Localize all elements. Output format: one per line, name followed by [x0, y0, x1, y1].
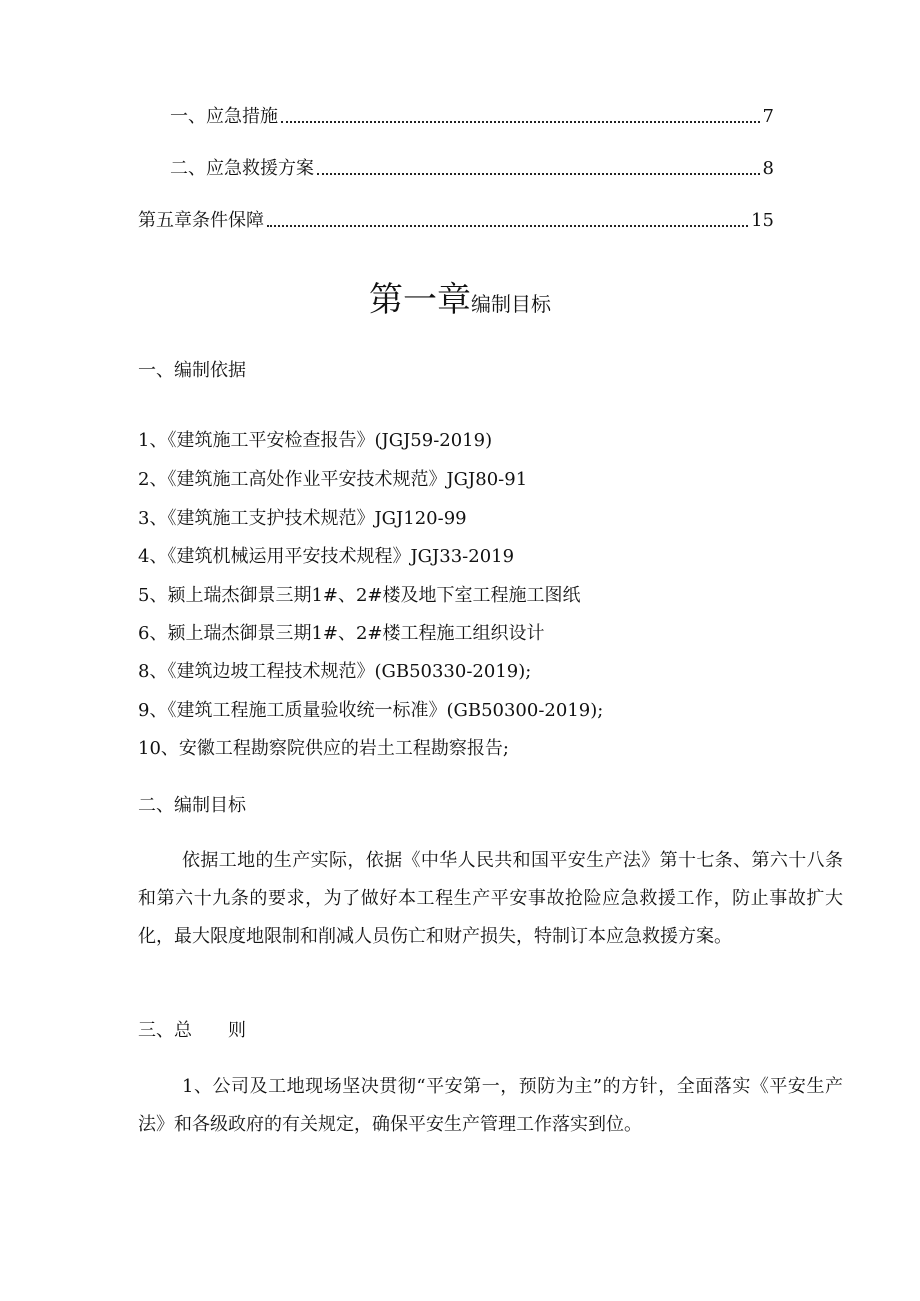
- section-heading: 一、编制依据: [138, 360, 246, 381]
- reference-item: 1、《建筑施工平安检查报告》(JGJ59-2019): [138, 430, 493, 451]
- toc-entry-label: 第五章条件保障: [138, 210, 264, 231]
- toc-entry-label: 一、应急措施: [170, 106, 278, 127]
- toc-entry-label: 二、应急救援方案: [170, 158, 314, 179]
- toc-entry-page: 15: [751, 210, 774, 231]
- toc-entry[interactable]: [138, 206, 774, 232]
- reference-item: 9、《建筑工程施工质量验收统一标准》(GB50300-2019);: [138, 700, 604, 721]
- reference-item: 3、《建筑施工支护技术规范》JGJ120-99: [138, 508, 467, 529]
- chapter-title: [0, 272, 920, 321]
- toc-leader-dots: [281, 120, 760, 123]
- reference-item: 2、《建筑施工高处作业平安技术规范》JGJ80-91: [138, 469, 528, 490]
- toc-entry-page: 8: [762, 158, 774, 179]
- reference-item: 6、颍上瑞杰御景三期1#、2#楼工程施工组织设计: [138, 623, 545, 644]
- toc-entry[interactable]: [170, 154, 774, 180]
- toc-leader-dots: [267, 224, 748, 227]
- reference-item: 8、《建筑边坡工程技术规范》(GB50330-2019);: [138, 661, 532, 682]
- toc-leader-dots: [317, 172, 760, 175]
- reference-item: 10、安徽工程勘察院供应的岩土工程勘察报告;: [138, 738, 509, 759]
- section-heading: 三、总 则: [138, 1020, 246, 1041]
- body-paragraph: 1、公司及工地现场坚决贯彻“平安第一，预防为主”的方针，全面落实《平安生产法》和各级政府的有关规定，确保平安生产管理工作落实到位。: [138, 1076, 843, 1135]
- reference-item: 5、颍上瑞杰御景三期1#、2#楼及地下室工程施工图纸: [138, 585, 581, 606]
- chapter-name: 编制目标: [471, 292, 551, 316]
- body-paragraph: 依据工地的生产实际，依据《中华人民共和国平安生产法》第十七条、第六十八条和第六十九条的要求，为了做好本工程生产平安事故抢险应急救援工作，防止事故扩大化，最大限度地限制和削减人员伤亡和财产损失，特制订本应急救援方案。: [138, 850, 843, 947]
- toc-entry[interactable]: [170, 102, 774, 128]
- reference-item: 4、《建筑机械运用平安技术规程》JGJ33-2019: [138, 546, 515, 567]
- toc-entry-page: 7: [762, 106, 774, 127]
- section-heading: 二、编制目标: [138, 795, 246, 816]
- chapter-number: 第一章: [369, 280, 471, 320]
